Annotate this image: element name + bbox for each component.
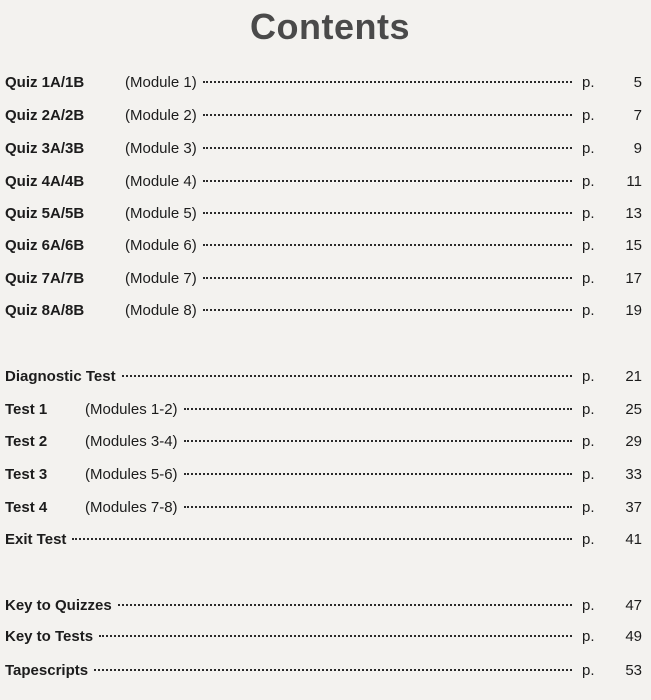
toc-entry-tapescripts[interactable] <box>5 660 642 682</box>
page-abbrev: p. <box>582 173 595 190</box>
page-number: 41 <box>625 531 642 548</box>
entry-module: (Module 1) <box>125 74 197 91</box>
page-abbrev: p. <box>582 237 595 254</box>
dot-leader <box>99 635 572 637</box>
entry-module: (Module 6) <box>125 237 197 254</box>
entry-name: Test 3 <box>5 466 48 483</box>
entry-name: Test 1 <box>5 401 48 418</box>
entry-name: Quiz 6A/6B <box>5 237 85 254</box>
entry-module: (Module 7) <box>125 270 197 287</box>
toc-entry-test-1[interactable] <box>5 399 642 421</box>
page-abbrev: p. <box>582 368 595 385</box>
page-number: 49 <box>625 628 642 645</box>
entry-name: Test 2 <box>5 433 48 450</box>
entry-module: (Module 5) <box>125 205 197 222</box>
toc-entry-key-to-tests[interactable] <box>5 626 642 648</box>
dot-leader <box>184 408 572 410</box>
page-abbrev: p. <box>582 401 595 418</box>
page-number: 17 <box>625 270 642 287</box>
toc-entry-test-3[interactable] <box>5 464 642 486</box>
entry-name: Quiz 7A/7B <box>5 270 85 287</box>
toc-entry-test-2[interactable] <box>5 431 642 453</box>
page-abbrev: p. <box>582 74 595 91</box>
dot-leader <box>184 506 572 508</box>
dot-leader <box>203 147 572 149</box>
entry-module: (Modules 7-8) <box>85 499 178 516</box>
toc-entry-key-to-quizzes[interactable] <box>5 595 642 617</box>
dot-leader <box>203 180 572 182</box>
toc-entry-quiz-3[interactable] <box>5 138 642 160</box>
toc-entry-exit-test[interactable] <box>5 529 642 551</box>
page-number: 53 <box>625 662 642 679</box>
entry-module: (Modules 3-4) <box>85 433 178 450</box>
dot-leader <box>122 375 572 377</box>
page-number: 5 <box>633 74 642 91</box>
entry-name: Key to Tests <box>5 628 94 645</box>
page-abbrev: p. <box>582 433 595 450</box>
page-number: 21 <box>625 368 642 385</box>
page-abbrev: p. <box>582 140 595 157</box>
dot-leader <box>203 212 572 214</box>
toc-entry-quiz-8[interactable] <box>5 300 642 322</box>
page-number: 47 <box>625 597 642 614</box>
toc-entry-quiz-5[interactable] <box>5 203 642 225</box>
toc-entry-quiz-6[interactable] <box>5 235 642 257</box>
page-title: Contents <box>250 6 410 47</box>
page-abbrev: p. <box>582 499 595 516</box>
page-abbrev: p. <box>582 270 595 287</box>
toc-entry-quiz-1[interactable] <box>5 72 642 94</box>
dot-leader <box>203 277 572 279</box>
page-abbrev: p. <box>582 628 595 645</box>
page-number: 25 <box>625 401 642 418</box>
page-abbrev: p. <box>582 302 595 319</box>
dot-leader <box>203 81 572 83</box>
dot-leader <box>94 669 572 671</box>
page-number: 37 <box>625 499 642 516</box>
entry-module: (Module 4) <box>125 173 197 190</box>
entry-name: Quiz 1A/1B <box>5 74 85 91</box>
page-number: 29 <box>625 433 642 450</box>
toc-entry-quiz-7[interactable] <box>5 268 642 290</box>
dot-leader <box>184 440 572 442</box>
page-number: 9 <box>633 140 642 157</box>
entry-module: (Modules 5-6) <box>85 466 178 483</box>
entry-name: Quiz 2A/2B <box>5 107 85 124</box>
page-abbrev: p. <box>582 662 595 679</box>
entry-name: Quiz 3A/3B <box>5 140 85 157</box>
page-number: 33 <box>625 466 642 483</box>
toc-entry-test-4[interactable] <box>5 497 642 519</box>
dot-leader <box>203 244 572 246</box>
toc-entry-quiz-4[interactable] <box>5 171 642 193</box>
toc-entry-quiz-2[interactable] <box>5 105 642 127</box>
dot-leader <box>72 538 572 540</box>
entry-name: Diagnostic Test <box>5 368 116 385</box>
page-number: 13 <box>625 205 642 222</box>
entry-name: Quiz 8A/8B <box>5 302 85 319</box>
entry-name: Key to Quizzes <box>5 597 112 614</box>
entry-name: Test 4 <box>5 499 48 516</box>
page-abbrev: p. <box>582 107 595 124</box>
entry-module: (Module 3) <box>125 140 197 157</box>
page-abbrev: p. <box>582 466 595 483</box>
dot-leader <box>118 604 572 606</box>
page-number: 11 <box>626 173 642 190</box>
entry-module: (Module 2) <box>125 107 197 124</box>
entry-name: Quiz 4A/4B <box>5 173 85 190</box>
entry-name: Quiz 5A/5B <box>5 205 85 222</box>
page-number: 19 <box>625 302 642 319</box>
entry-module: (Modules 1-2) <box>85 401 178 418</box>
page-number: 7 <box>633 107 642 124</box>
page-abbrev: p. <box>582 205 595 222</box>
page-abbrev: p. <box>582 597 595 614</box>
dot-leader <box>203 309 572 311</box>
page-abbrev: p. <box>582 531 595 548</box>
entry-name: Tapescripts <box>5 662 89 679</box>
dot-leader <box>184 473 572 475</box>
page-number: 15 <box>625 237 642 254</box>
dot-leader <box>203 114 572 116</box>
toc-entry-diagnostic-test[interactable] <box>5 366 642 388</box>
entry-module: (Module 8) <box>125 302 197 319</box>
entry-name: Exit Test <box>5 531 67 548</box>
